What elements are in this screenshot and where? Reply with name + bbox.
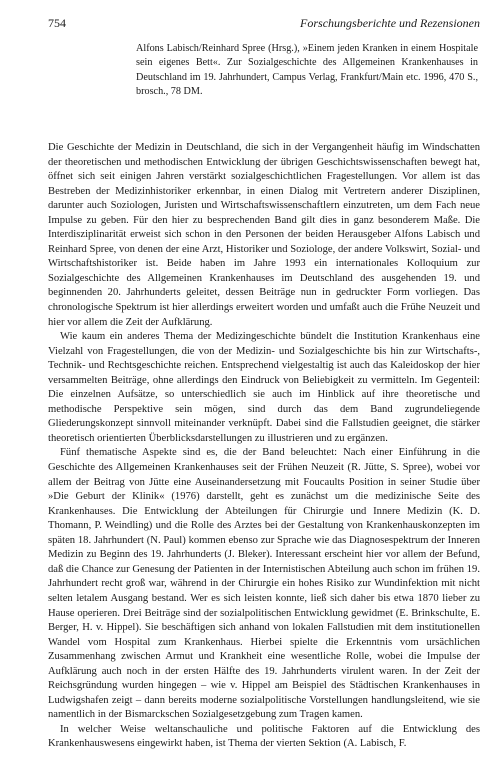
- page-header: [48, 16, 480, 34]
- book-citation: Alfons Labisch/Reinhard Spree (Hrsg.), »Einem jeden Kranken in einem Hospitale sein eigenes Bett«. Zur Sozialgeschichte des Allgemeinen Krankenhauses in Deutschland im 19. Jahrhundert, Campus Verlag, Frankfurt/Main etc. 1996, 470 S., brosch., 78 DM.: [136, 43, 478, 98]
- paragraph: In welcher Weise weltanschauliche und politische Faktoren auf die Entwicklung des Krankenhauswesens eingewirkt haben, ist Thema der vierten Sektion (A. Labisch, F.: [48, 723, 480, 750]
- page-number: 754: [48, 16, 66, 30]
- paragraph: Die Geschichte der Medizin in Deutschland, die sich in der Vergangenheit häufig im Windschatten der theoretischen und methodischen Entwicklung der übrigen Geschichtswissenschaften bewegt hat, öffnet sich seit einigen Jahren verstärkt sozialgeschichtlichen Fragestellungen. Vor allem ist das Bestreben der Medizinhistoriker erkennbar, in einen Dialog mit Vertretern anderer Disziplinen, darunter auch Soziologen, Juristen und Wirtschaftswissenschaftlern einzutreten, um dem Fach neue Impulse zu geben. Für den hier zu besprechenden Band gilt dies in ganz besonderem Maße. Die Interdisziplinarität erweist sich schon in den Personen der beiden Herausgeber Alfons Labisch und Reinhard Spree, von denen der eine Arzt, Historiker und Soziologe, der andere Volkswirt, Sozial- und Wirtschaftshistoriker ist. Beide haben im Jahre 1993 ein internationales Kolloquium zur Sozialgeschichte des Allgemeinen Krankenhauses im Deutschland des ausgehenden 19. und beginnenden 20. Jahrhunderts geleitet, dessen Beiträge nun in gedruckter Form vorliegen. Das chronologische Spektrum ist hier allerdings erweitert worden und umfaßt auch die Frühe Neuzeit und hier vor allem die Zeit der Aufklärung.: [48, 142, 480, 328]
- paragraph: Wie kaum ein anderes Thema der Medizingeschichte bündelt die Institution Krankenhaus eine Vielzahl von Fragestellungen, die von der Medizin- und Sozialgeschichte bis hin zur Wirtschafts-, Technik- und Rechtsgeschichte reichen. Entsprechend vielgestaltig ist auch das Kaleidoskop der hier versammelten Beiträge, ohne allerdings den Eindruck von Beliebigkeit zu vermitteln. Im Gegenteil: Die einzelnen Aufsätze, so unterschiedlich sie auch im Hinblick auf ihre theoretische und methodische Perspektive sein mögen, sind durch das dem Band zugrundeliegende Gliederungskonzept sinnvoll miteinander verknüpft. Dabei sind die Fallstudien geeignet, die stärker theoretisch orientierten Überblicksdarstellungen zu illustrieren und zu ergänzen.: [48, 331, 480, 444]
- running-title: Forschungsberichte und Rezensionen: [300, 16, 480, 30]
- review-body: [48, 141, 480, 752]
- paragraph: Fünf thematische Aspekte sind es, die der Band beleuchtet: Nach einer Einführung in die Geschichte des Allgemeinen Krankenhauses seit der Frühen Neuzeit (R. Jütte, S. Spree), wobei vor allem der Beitrag von Jütte eine Auseinandersetzung mit Foucaults Position in seiner Studie über »Die Geburt der Klinik« (1976) darstellt, geht es zunächst um die medizinische Seite des Krankenhauses. Die Entwicklung der Abteilungen für Chirurgie und Innere Medizin (K. D. Thomann, P. Weindling) und die Rolle des Arztes bei der Gestaltung von Krankenhauskonzepten im späten 18. Jahrhundert (N. Paul) kommen ebenso zur Sprache wie das Diagnosespektrum der Inneren Medizin zu Beginn des 19. Jahrhunderts (J. Bleker). Interessant erscheint hier vor allem der Befund, daß die Chance zur Genesung der Patienten in der Internistischen Abteilung auch schon im frühen 19. Jahrhundert recht groß war, während in der Chirurgie ein hohes Risiko zur Wundinfektion mit nicht selten letalem Ausgang bestand. Wer es sich leisten konnte, ließ sich daher bis etwa 1870 lieber zu Hause operieren. Drei Beiträge sind der sozialpolitischen Entwicklung gewidmet (E. Brinkschulte, E. Berger, H. v. Hippel). Sie beschäftigen sich anhand von lokalen Fallstudien mit dem institutionellen Wandel vom Hospital zum Krankenhaus. Hierbei spielte die Erkenntnis vom ursächlichen Zusammenhang zwischen Armut und Krankheit eine wesentliche Rolle, wobei die Impulse der Aufklärung auch noch in der ersten Hälfte des 19. Jahrhunderts virulent waren. In der Zeit der Reichsgründung wurden hingegen – wie v. Hippel am Beispiel des Städtischen Krankenhauses in Ludwigshafen zeigt – dann bereits moderne sozialpolitische Vorstellungen handlungsleitend, wie sie namentlich in der Bismarckschen Sozialgesetzgebung zum Tragen kamen.: [48, 447, 480, 721]
